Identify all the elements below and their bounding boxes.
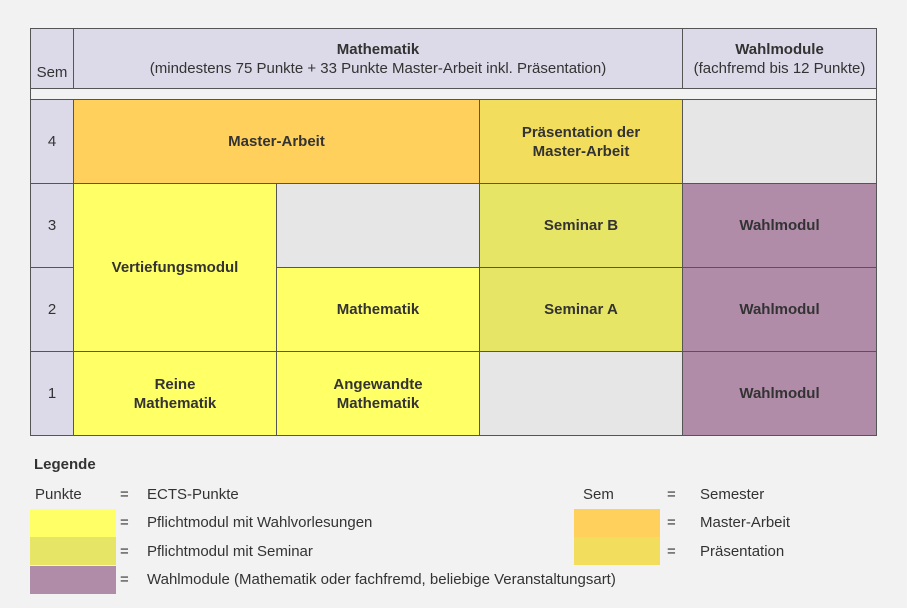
semester-1-label: 1 [47, 385, 57, 402]
elective-label-sem1: Wahlmodul [739, 385, 820, 402]
legend-key-punkte: Punkte [35, 486, 82, 503]
elective-module-sem3 [682, 183, 877, 268]
legend-equals: = [667, 514, 676, 531]
legend-equals: = [667, 543, 676, 560]
semester-2-label: 2 [47, 301, 57, 318]
semester-3-cell [30, 183, 74, 268]
header-mathematics-cell [73, 28, 683, 89]
header-sem-cell [30, 28, 74, 89]
elective-module-sem1 [682, 351, 877, 436]
legend-value-semester: Semester [700, 486, 765, 503]
empty-cell-sem1 [479, 351, 683, 436]
header-electives-subtitle: (fachfremd bis 12 Punkte) [693, 59, 866, 77]
applied-math-label-line1: Angewandte [333, 375, 423, 393]
legend-swatch-compulsory-seminar [30, 537, 116, 565]
legend-equals: = [120, 571, 129, 588]
legend-value-compulsory-seminar: Pflichtmodul mit Seminar [147, 543, 313, 560]
legend-value-compulsory-lectures: Pflichtmodul mit Wahlvorlesungen [147, 514, 373, 531]
legend-equals: = [120, 486, 129, 503]
presentation-module [479, 99, 683, 184]
header-mathematics-title: Mathematik [336, 40, 420, 58]
elective-label-sem2: Wahlmodul [739, 301, 820, 318]
semester-1-cell [30, 351, 74, 436]
empty-cell-sem4-electives [682, 99, 877, 184]
specialization-label: Vertiefungsmodul [111, 259, 239, 276]
semester-4-label: 4 [47, 133, 57, 150]
legend-value-electives: Wahlmodule (Mathematik oder fachfremd, beliebige Veranstaltungsart) [147, 571, 616, 588]
legend-swatch-master-thesis [574, 509, 660, 537]
header-mathematics-subtitle: (mindestens 75 Punkte + 33 Punkte Master-Arbeit inkl. Präsentation) [149, 59, 607, 77]
master-thesis-label: Master-Arbeit [228, 133, 325, 150]
legend-value-master-thesis: Master-Arbeit [700, 514, 791, 531]
elective-module-sem2 [682, 267, 877, 352]
legend-equals: = [120, 514, 129, 531]
semester-2-cell [30, 267, 74, 352]
seminar-a-module [479, 267, 683, 352]
empty-cell-sem3 [276, 183, 480, 268]
pure-math-label-line2: Mathematik [133, 394, 217, 412]
seminar-b-label: Seminar B [543, 217, 619, 234]
pure-math-label-line1: Reine [154, 375, 196, 393]
presentation-label-line2: Master-Arbeit [532, 142, 630, 160]
legend-key-sem: Sem [583, 486, 614, 503]
legend-value-presentation: Präsentation [700, 543, 785, 560]
mathematics-module [276, 267, 480, 352]
legend-equals: = [120, 543, 129, 560]
seminar-b-module [479, 183, 683, 268]
legend-equals: = [667, 486, 676, 503]
legend-swatch-presentation [574, 537, 660, 565]
specialization-module [73, 183, 277, 352]
presentation-label-line1: Präsentation der [521, 123, 641, 141]
seminar-a-label: Seminar A [544, 301, 618, 318]
header-electives-title: Wahlmodule [735, 40, 824, 58]
mathematics-label: Mathematik [336, 301, 420, 318]
applied-math-label-line2: Mathematik [336, 394, 420, 412]
legend-value-ects: ECTS-Punkte [147, 486, 239, 503]
header-electives-cell [682, 28, 877, 89]
applied-math-module [276, 351, 480, 436]
legend-swatch-compulsory-lectures [30, 509, 116, 537]
master-thesis-module [73, 99, 480, 184]
legend-swatch-electives [30, 566, 116, 594]
semester-3-label: 3 [47, 217, 57, 234]
semester-4-cell [30, 99, 74, 184]
pure-math-module [73, 351, 277, 436]
legend-title: Legende [34, 456, 96, 473]
header-sem-label: Sem [36, 64, 68, 81]
elective-label-sem3: Wahlmodul [739, 217, 820, 234]
